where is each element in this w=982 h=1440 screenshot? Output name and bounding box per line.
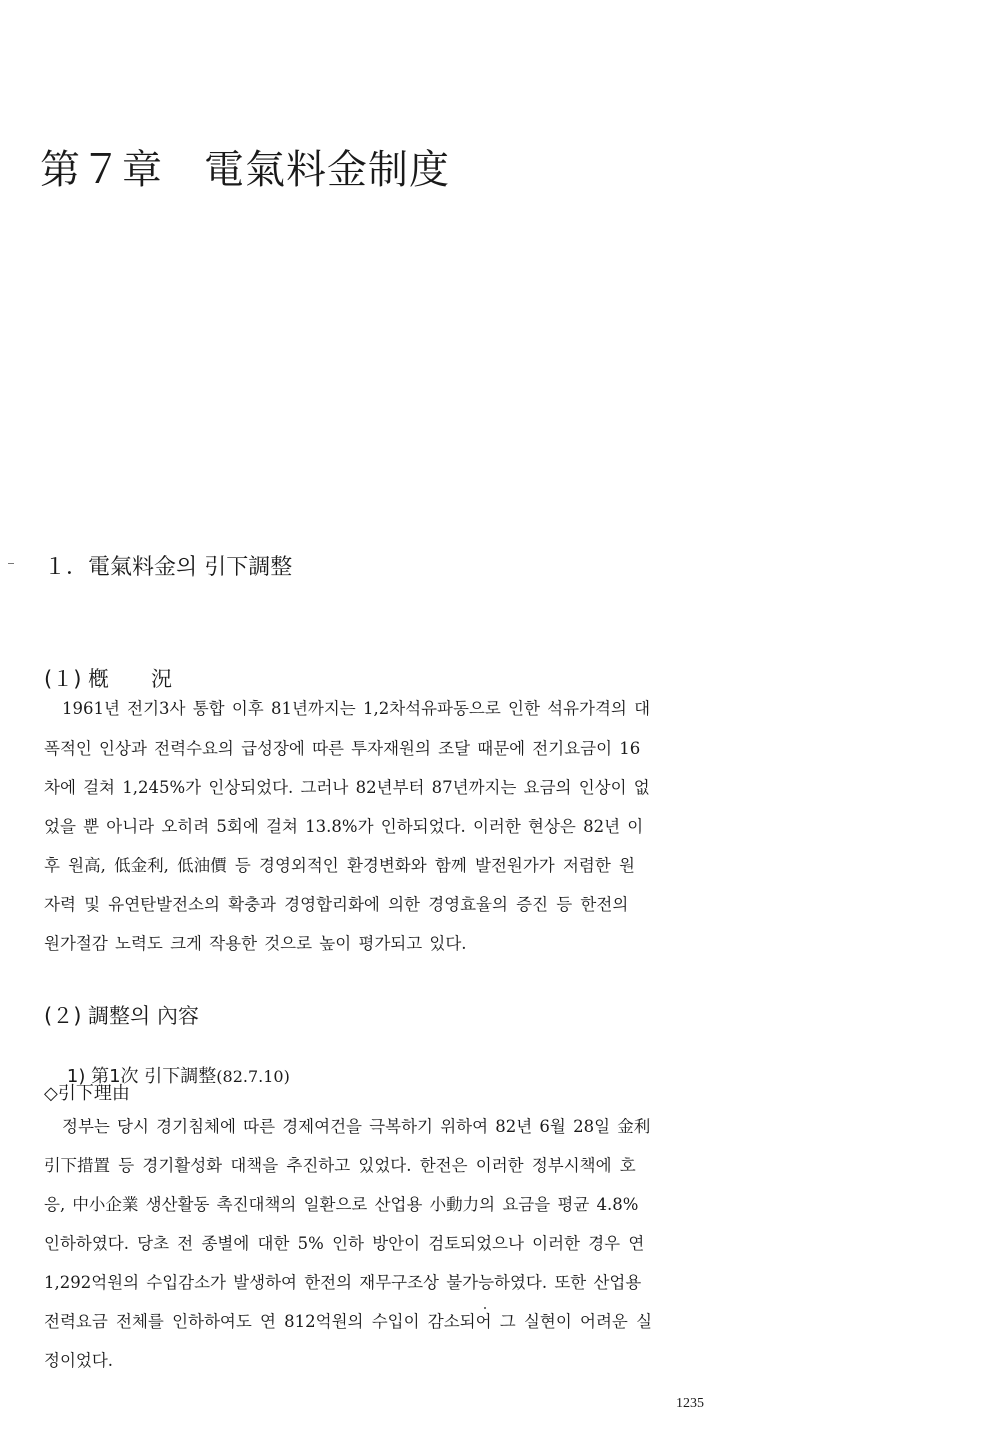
paragraph-line: 인하하였다. 당초 전 종별에 대한 5% 인하 방안이 검토되었으나 이러한 경우 연 [44,1234,645,1253]
margin-mark [8,563,14,564]
paragraph-line: 후 원高, 低金利, 低油價 등 경영외적인 환경변화와 함께 발전원가가 저렴한 원 [44,856,635,875]
item-label: 1) 第1次 引下調整 [66,1066,217,1087]
page-number: 1235 [676,1396,704,1411]
paragraph-line: 정이었다. [44,1351,114,1370]
paragraph-line: 폭적인 인상과 전력수요의 급성장에 따른 투자재원의 조달 때문에 전기요금이 16 [44,739,641,758]
paragraph-line: 차에 걸쳐 1,245%가 인상되었다. 그러나 82년부터 87년까지는 요금의 인상이 없 [44,778,650,797]
subsection-heading-contents: (２) 調整의 內容 [44,1004,200,1028]
reason-heading: ◇引下理由 [44,1083,130,1104]
section-heading: １．電氣料金의 引下調整 [44,555,293,580]
paragraph-line: 자력 및 유연탄발전소의 확충과 경영합리화에 의한 경영효율의 증진 등 한전의 [44,895,629,914]
stray-dot [484,1307,486,1309]
paragraph-line: 引下措置 등 경기활성화 대책을 추진하고 있었다. 한전은 이러한 정부시책에 호 [44,1156,636,1175]
paragraph-line: 정부는 당시 경기침체에 따른 경제여건을 극복하기 위하여 82년 6월 28일 金利 [62,1117,651,1136]
paragraph-line: 응, 中小企業 생산활동 촉진대책의 일환으로 산업용 小動力의 요금을 평균 4.8% [44,1195,639,1214]
subsection-heading-overview: (１) 槪 況 [44,667,173,691]
item-date: (82.7.10) [216,1067,290,1086]
paragraph-line: 1,292억원의 수입감소가 발생하여 한전의 재무구조상 불가능하였다. 또한 산업용 [44,1273,642,1292]
paragraph-line: 전력요금 전체를 인하하여도 연 812억원의 수입이 감소되어 그 실현이 어려운 실 [44,1312,653,1331]
chapter-title: 第７章 電氣料金制度 [40,147,450,193]
paragraph-line: 1961년 전기3사 통합 이후 81년까지는 1,2차석유파동으로 인한 석유가격의 대 [62,699,651,718]
paragraph-line: 었을 뿐 아니라 오히려 5회에 걸쳐 13.8%가 인하되었다. 이러한 현상은 82년 이 [44,817,644,836]
paragraph-line: 원가절감 노력도 크게 작용한 것으로 높이 평가되고 있다. [44,934,467,953]
